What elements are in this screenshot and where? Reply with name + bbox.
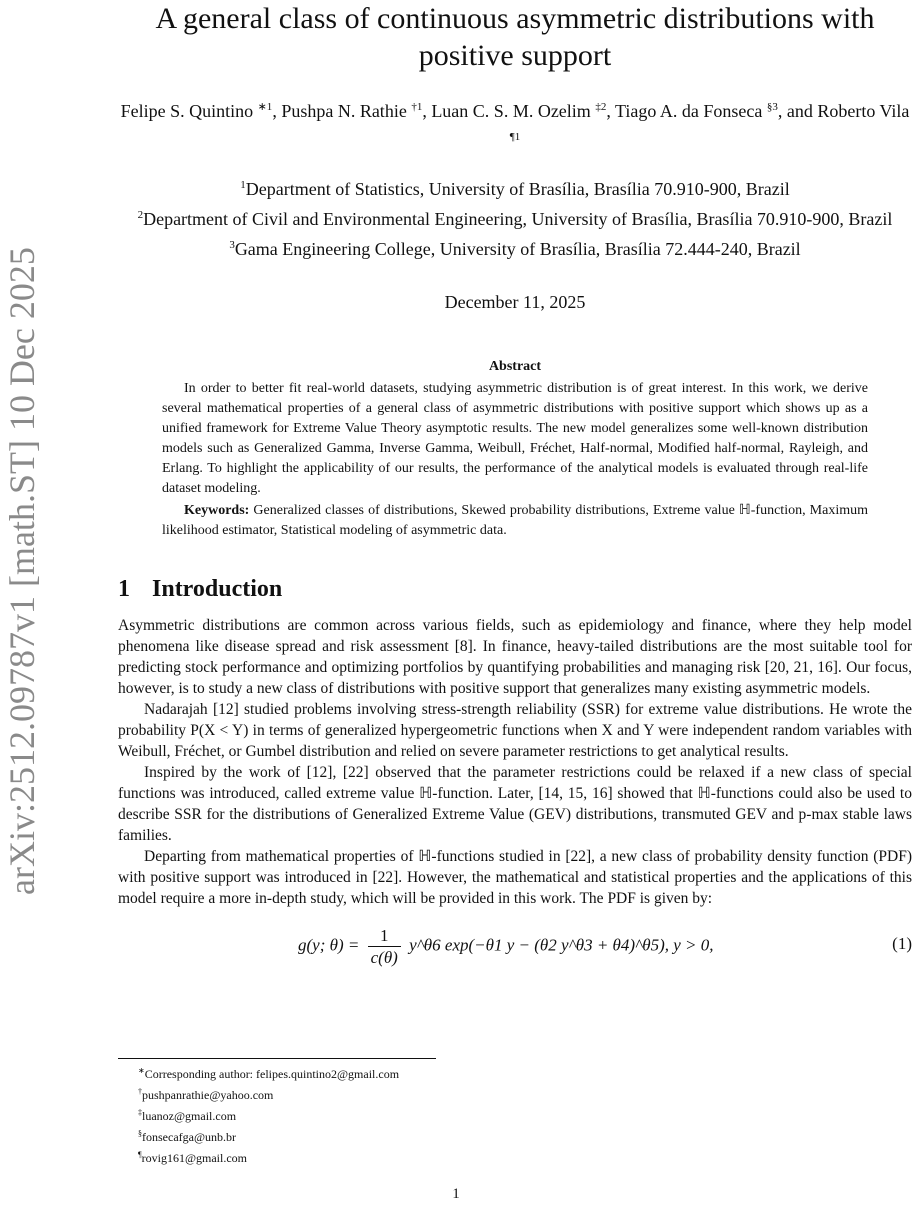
footnote: §fonsecafga@unb.br [138, 1129, 237, 1144]
equation-fraction [368, 925, 401, 968]
paper-title [118, 0, 912, 74]
author: Luan C. S. M. Ozelim $^{\ddagger 2}$ [431, 101, 607, 121]
paragraph: Nadarajah [12] studied problems involving stress-strength reliability (SSR) for extreme value distributions. He wrote the probability P(X < Y) in terms of generalized hypergeometric functions when X and Y were independent random variables with Weibull, Fréchet, or Gumbel distribution and relied on severe parameter restrictions to get analytical results. [118, 701, 912, 760]
author: Pushpa N. Rathie $^{\dagger 1}$ [281, 101, 423, 121]
abstract-text: In order to better fit real-world datasets, studying asymmetric distribution is of great interest. In this work, we derive several mathematical properties of a general class of asymmetric distributions with positive support which shows up as a unified framework for Extreme Value Theory asymptotic results. The new model generalizes some well-known distribution models such as Generalized Gamma, Inverse Gamma, Weibull, Fréchet, Half-normal, Modified half-normal, Rayleigh, and Erlang. To highlight the applicability of our results, the performance of the analytical models is evaluated through real-life dataset modeling. [162, 381, 868, 496]
title-line-1: A general class of continuous asymmetric distributions with [155, 2, 875, 35]
author: Felipe S. Quintino $^{∗1}$ [120, 101, 273, 121]
fraction-numerator: 1 [368, 925, 401, 947]
equation-rhs: y^θ6 exp(−θ1 y − (θ2 y^θ3 + θ4)^θ5), y > 0, [409, 935, 714, 955]
footnote: ¶rovig161@gmail.com [138, 1150, 247, 1165]
footnotes [138, 1062, 399, 1167]
equation-number: (1) [892, 934, 912, 953]
publication-date: December 11, 2025 [444, 292, 586, 312]
page-number: 1 [452, 1186, 460, 1202]
author: Roberto Vila $^{\P 1}$ [509, 101, 910, 143]
affiliation-list [118, 172, 912, 262]
equation-1 [118, 917, 912, 971]
paragraph: Asymmetric distributions are common across various fields, such as epidemiology and finance, where they help model phenomena like disease spread and risk assessment [8]. In finance, heavy-tailed distributions are the most suitable tool for predicting stock performance and optimizing portfolios by quantifying probabilities and managing risk [20, 21, 16]. Our focus, however, is to study a new class of distributions with positive support that generalizes many existing asymmetric models. [118, 617, 912, 697]
equation-body [298, 925, 714, 968]
footnote: †pushpanrathie@yahoo.com [138, 1087, 274, 1102]
keywords-text: Generalized classes of distributions, Skewed probability distributions, Extreme value ℍ-function, Maximum likelihood estimator, Statistical modeling of asymmetric data. [162, 503, 869, 538]
author: Tiago A. da Fonseca $^{\S 3}$ [615, 101, 778, 121]
section-body [118, 615, 912, 909]
author-list: Felipe S. Quintino $^{∗1}$, Pushpa N. Rathie $^{\dagger 1}$, Luan C. S. M. Ozelim $^{\ddagger 2}$, Tiago A. da Fonseca $^{\S 3}$, and Roberto Vila $^{\P 1}$ [118, 94, 912, 154]
paragraph: Inspired by the work of [12], [22] observed that the parameter restrictions could be relaxed if a new class of special functions was introduced, called extreme value ℍ-function. Later, [14, 15, 16] showed that ℍ-functions could also be used to describe SSR for the distributions of Generalized Extreme Value (GEV) distributions, transmuted GEV and p-max stable laws families. [118, 764, 912, 844]
keywords [162, 501, 868, 541]
footnote: ∗Corresponding author: felipes.quintino2@gmail.com [138, 1066, 400, 1081]
title-line-2: positive support [418, 39, 612, 72]
affiliation: $^3$Gama Engineering College, University of Brasília, Brasília 72.444-240, Brazil [229, 239, 801, 259]
paper-page [118, 0, 912, 971]
section-number: 1 [118, 576, 130, 602]
section-heading [118, 575, 912, 603]
abstract [162, 357, 868, 541]
section-title: Introduction [152, 576, 283, 602]
fraction-denominator: c(θ) [370, 948, 398, 967]
paragraph: Departing from mathematical properties of ℍ-functions studied in [22], a new class of probability density function (PDF) with positive support was introduced in [22]. However, the mathematical and statistical properties and the applications of this model require a more in-depth study, which will be provided in this work. The PDF is given by: [118, 848, 912, 907]
footnote-divider [118, 1058, 436, 1059]
affiliation: $^1$Department of Statistics, University of Brasília, Brasília 70.910-900, Brazil [240, 179, 790, 199]
affiliation: $^2$Department of Civil and Environmental Engineering, University of Brasília, Brasília 70.910-900, Brazil [137, 209, 893, 229]
keywords-label: Keywords: [184, 503, 250, 518]
equation-lhs: g(y; θ) = [298, 935, 360, 955]
footnote: ‡luanoz@gmail.com [138, 1108, 237, 1123]
abstract-heading: Abstract [488, 359, 542, 374]
